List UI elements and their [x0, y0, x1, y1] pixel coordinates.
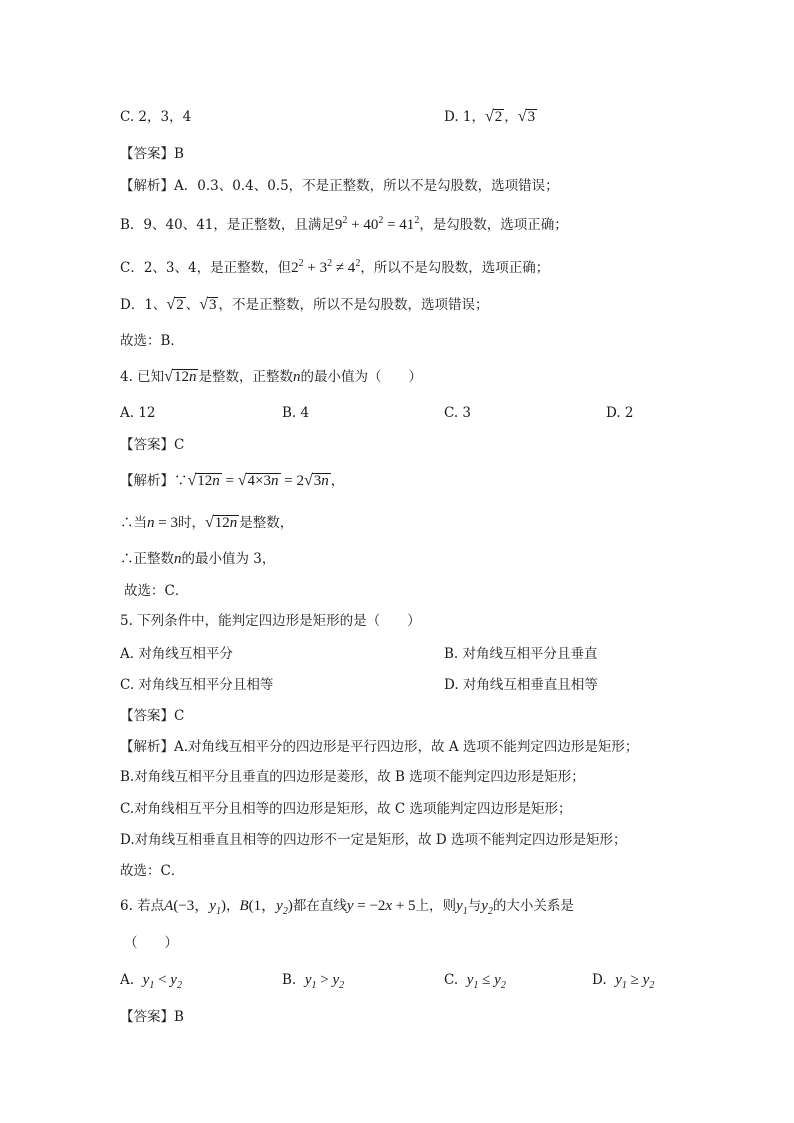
relation-ge: $y_1 \ge y_2$	[615, 972, 655, 991]
q3-explain-d-prefix: D．1、	[120, 297, 167, 313]
q4-option-b: B. 4	[282, 405, 310, 421]
q3-option-c: C. 2，3，4	[120, 109, 192, 125]
q4-stem-prefix: 4. 已知	[120, 369, 165, 385]
q5-explain-d: D.对角线互相垂直且相等的四边形不一定是矩形，故 D 选项不能判定四边形是矩形；	[120, 832, 627, 848]
q3-explain-c	[120, 255, 549, 277]
q4-explain: 【解析】∵√12n = √4×3n = 2√3n ，	[120, 472, 345, 489]
q3-explain-d-sep: 、	[185, 297, 200, 313]
q4-step2-prefix: ∴当	[120, 515, 147, 531]
q6-stem-sep: ，	[225, 898, 240, 914]
q6-stem-mid3: 与	[467, 898, 482, 914]
q6-stem	[120, 897, 574, 921]
q6-option-c	[444, 971, 506, 995]
q3-explain-c-suffix: ，所以不是勾股数，选项正确；	[360, 260, 550, 276]
sqrt12n-expr: √12n	[164, 368, 197, 385]
q4-option-c: C. 3	[444, 405, 472, 421]
pythagorean-equation: $9^2 + 40^2 = 41^2$	[334, 215, 420, 233]
q6-option-b	[282, 971, 344, 995]
q3-explain-d-suffix: ，不是正整数，所以不是勾股数，选项错误；	[218, 297, 489, 313]
q6-stem-prefix: 6. 若点	[120, 898, 165, 914]
q4-option-d: D. 2	[606, 405, 634, 421]
q3-explain-d	[120, 296, 488, 314]
q6-answer: 【答案】B	[120, 1009, 184, 1025]
relation-le: $y_1 \le y_2$	[466, 972, 506, 991]
q6-option-a-label: A.	[120, 972, 135, 988]
q5-option-a: A. 对角线互相平分	[120, 646, 233, 662]
var-n: n	[292, 369, 301, 385]
sqrt3-expr: √3	[199, 296, 217, 313]
q4-step2-mid: 时，	[177, 515, 205, 531]
q6-option-b-label: B.	[282, 972, 297, 988]
q4-step2-suffix: 是整数，	[239, 515, 294, 531]
q5-option-c: C. 对角线互相平分且相等	[120, 677, 274, 693]
var-y2: $y_2$	[481, 898, 493, 917]
var-y1: $y_1$	[456, 898, 468, 917]
inequality-expr: $2^2 + 3^2 \ne 4^2$	[291, 258, 361, 276]
sqrt2-expr: √2	[485, 108, 503, 125]
q5-stem: 5. 下列条件中，能判定四边形是矩形的是（ ）	[120, 613, 421, 629]
q6-option-a	[120, 971, 182, 995]
sqrt12n-expr: √12n	[204, 514, 238, 531]
line-equation: y = −2x + 5	[346, 898, 416, 914]
q4-stem-suffix: 是整数，正整数	[198, 369, 293, 385]
sqrt3-expr: √3	[517, 108, 536, 125]
q3-option-d	[444, 108, 537, 126]
relation-gt: $y_1 > y_2$	[304, 972, 345, 991]
q3-answer: 【答案】B	[120, 146, 184, 162]
q6-stem-paren: （ ）	[124, 935, 178, 951]
q4-step2	[120, 514, 293, 532]
point-b: B(1，$y_2$)	[239, 898, 293, 917]
q4-conclusion: 故选：C．	[124, 583, 189, 599]
q6-stem-suffix: 的大小关系是	[492, 898, 574, 914]
q6-stem-mid: 都在直线	[292, 898, 347, 914]
q5-explain-a: 【解析】A.对角线互相平分的四边形是平行四边形，故 A 选项不能判定四边形是矩形；	[120, 739, 639, 755]
q6-option-d	[592, 971, 654, 995]
relation-lt: $y_1 < y_2$	[142, 972, 182, 991]
q4-stem	[120, 368, 422, 386]
q4-answer: 【答案】C	[120, 437, 185, 453]
n-equals-3: n = 3	[147, 515, 178, 531]
sqrt-simplify-expr: √12n = √4×3n = 2√3n	[187, 472, 329, 489]
q6-stem-mid2: 上，则	[415, 898, 457, 914]
q3-option-d-label: D. 1，	[444, 109, 486, 125]
q5-explain-b: B.对角线互相平分且垂直的四边形是菱形，故 B 选项不能判定四边形是矩形；	[120, 769, 585, 785]
q3-option-d-sep: ，	[504, 109, 518, 125]
q3-explain-a: 【解析】A．0.3、0.4、0.5，不是正整数，所以不是勾股数，选项错误；	[120, 178, 559, 194]
q4-stem-end: 的最小值为（ ）	[300, 369, 422, 385]
q4-step3	[120, 550, 275, 568]
sqrt2-expr: √2	[166, 296, 184, 313]
q3-explain-b-suffix: ，是勾股数，选项正确；	[419, 217, 568, 233]
q4-step3-suffix: 的最小值为 3，	[181, 551, 276, 567]
q5-option-b: B. 对角线互相平分且垂直	[444, 646, 598, 662]
q3-conclusion: 故选：B．	[120, 333, 184, 349]
q3-explain-b-prefix: B．9、40、41，是正整数，且满足	[120, 217, 335, 233]
q3-explain-c-prefix: C．2、3、4，是正整数，但	[120, 260, 292, 276]
q6-option-d-label: D.	[592, 972, 607, 988]
var-n: n	[174, 551, 182, 567]
q5-conclusion: 故选：C．	[120, 863, 185, 879]
q5-answer: 【答案】C	[120, 708, 185, 724]
q5-option-d: D. 对角线互相垂直且相等	[444, 677, 598, 693]
point-a: A(−3，$y_1$)	[164, 898, 226, 917]
q4-step3-prefix: ∴正整数	[120, 551, 174, 567]
q4-explain-prefix: 【解析】∵	[120, 473, 188, 489]
q5-explain-c: C.对角线相互平分且相等的四边形是矩形，故 C 选项能判定四边形是矩形；	[120, 801, 572, 817]
q4-option-a: A. 12	[120, 405, 156, 421]
q6-option-c-label: C.	[444, 972, 459, 988]
q3-explain-b	[120, 212, 568, 234]
